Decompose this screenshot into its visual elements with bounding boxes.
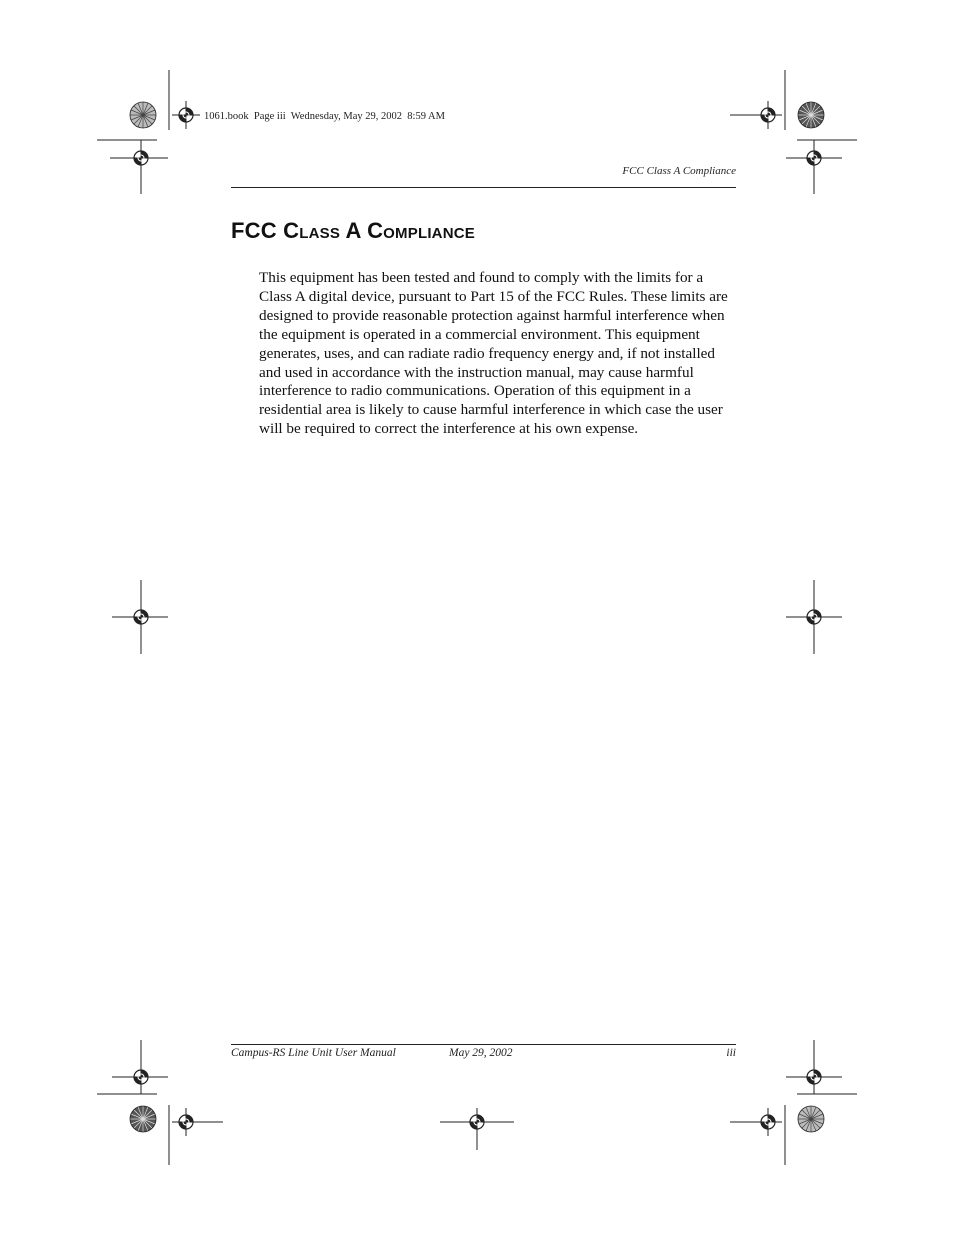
running-header: FCC Class A Compliance xyxy=(622,165,736,177)
color-wheel-icon xyxy=(130,102,824,1132)
print-slug: 1061.book Page iii Wednesday, May 29, 2002 8:59 AM xyxy=(204,111,445,122)
compliance-paragraph: This equipment has been tested and found to comply with the limits for a Class A digital device, pursuant to Part 15 of the FCC Rules. These limits are designed to provide reasonable protection against harmful interference when the equipment is operated in a commercial environment. This equipment generates, uses, and can radiate radio frequency energy and, if not installed and used in accordance with the instruction manual, may cause harmful interference to radio communications. Operation of this equipment in a residential area is likely to cause harmful interference in which case the user will be required to correct the interference at his own expense. xyxy=(259,269,728,438)
section-title: FCC Class A Compliance xyxy=(231,218,475,243)
registration-target-icon xyxy=(134,108,821,1129)
crop-mark-icon xyxy=(97,70,857,1165)
footer-rule xyxy=(231,1044,736,1045)
header-rule xyxy=(231,187,736,188)
footer-date: May 29, 2002 xyxy=(449,1047,513,1059)
footer-page-number: iii xyxy=(726,1047,736,1059)
footer-manual-name: Campus-RS Line Unit User Manual xyxy=(231,1047,396,1059)
